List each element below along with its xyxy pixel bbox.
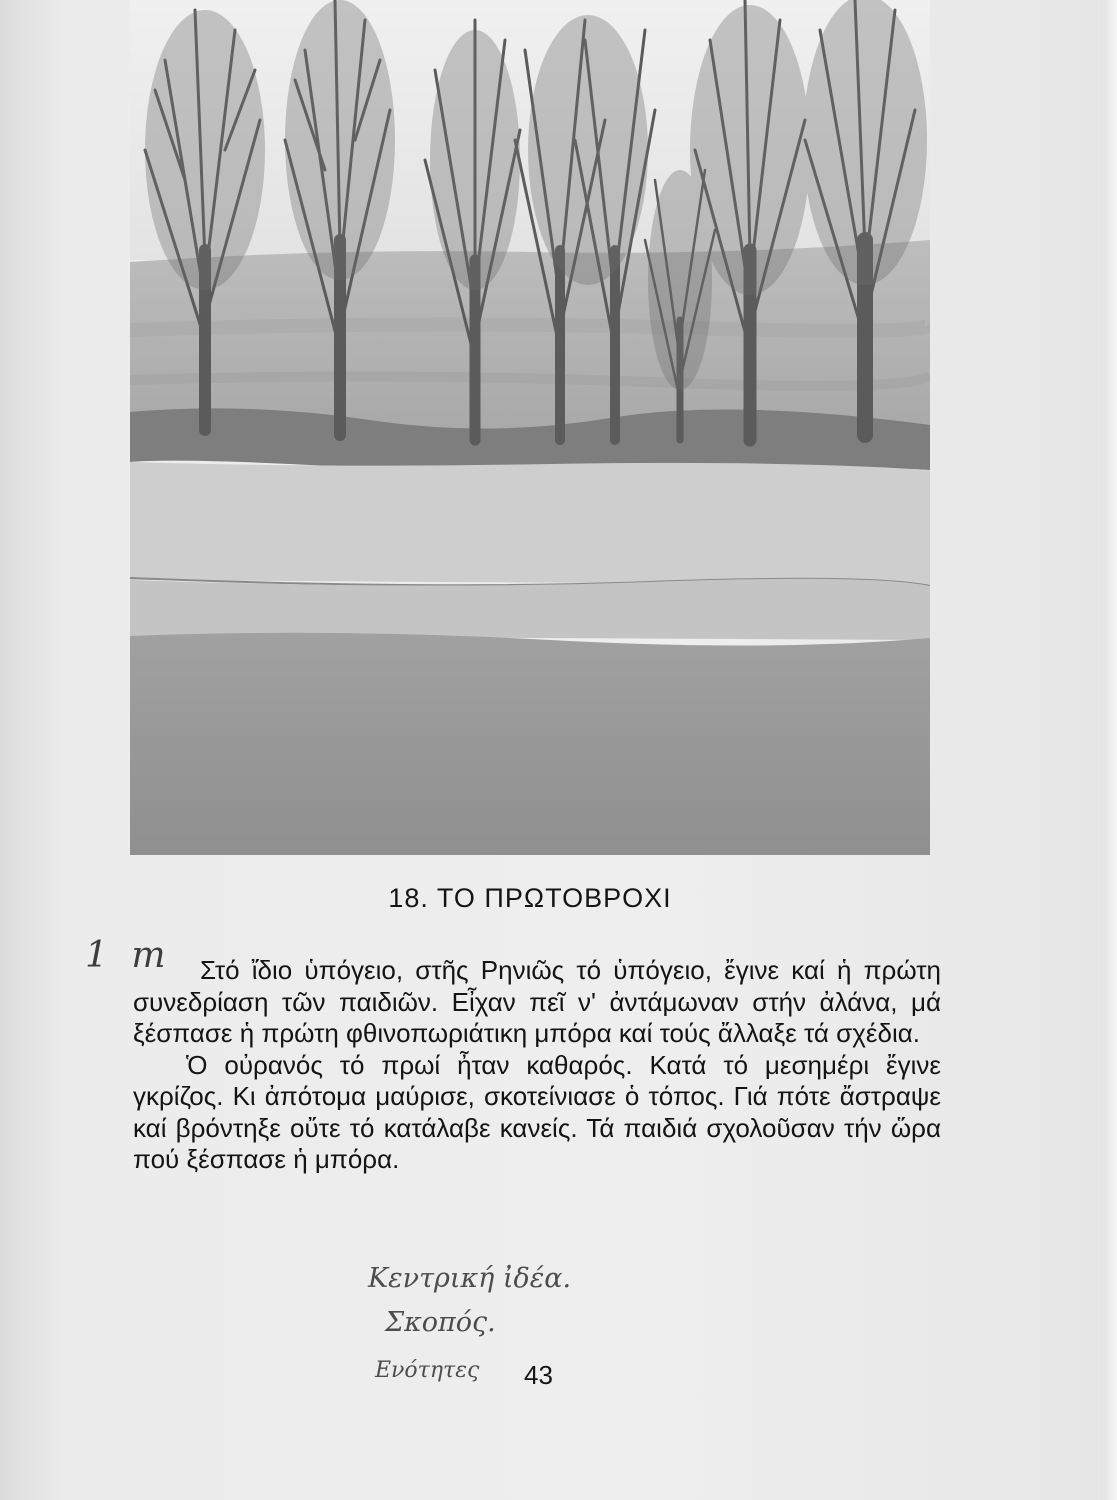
chapter-title: 18. ΤΟ ΠΡΩΤΟΒΡΟΧΙ bbox=[388, 883, 672, 913]
body-text bbox=[133, 955, 941, 1176]
paragraph-2: Ὁ οὐρανός τό πρωί ἦταν καθαρός. Κατά τό μεσημέρι ἔγινε γκρίζος. Κι ἀπότομα μαύρισε, σκοτείνιασε ὁ τόπος. Γιά πότε ἄστραψε καί βρόντηξε οὔτε τό κατάλαβε κανείς. Τά παιδιά σχολοῦσαν τήν ὥρα πού ξέσπασε ἡ μπόρα. bbox=[133, 1049, 941, 1174]
light-field bbox=[130, 462, 930, 585]
page-edge bbox=[1101, 0, 1117, 1500]
watercolor-landscape-icon bbox=[130, 0, 930, 855]
poplar-trees-illustration bbox=[130, 0, 930, 855]
handwritten-note-central-idea: Κεντρική ἰδέα. bbox=[368, 1263, 572, 1294]
handwritten-note-sections: Ενότητες bbox=[375, 1358, 480, 1383]
handwritten-note-purpose: Σκοπός. bbox=[385, 1307, 496, 1338]
paragraph-1: Στό ἴδιο ὑπόγειο, στῆς Ρηνιῶς τό ὑπόγειο, ἔγινε καί ἡ πρώτη συνεδρίαση τῶν παιδιῶν. Εἶχαν πεῖ ν' ἀντάμωναν στήν ἀλάνα, μά ξέσπασε ἡ πρώτη φθινοπωριάτικη μπόρα καί τούς ἄλλαξε τά σχέδια. bbox=[133, 955, 941, 1048]
page-number: 43 bbox=[524, 1360, 553, 1390]
handwritten-margin-mark: 1 m bbox=[85, 935, 172, 976]
dark-field bbox=[130, 633, 930, 855]
